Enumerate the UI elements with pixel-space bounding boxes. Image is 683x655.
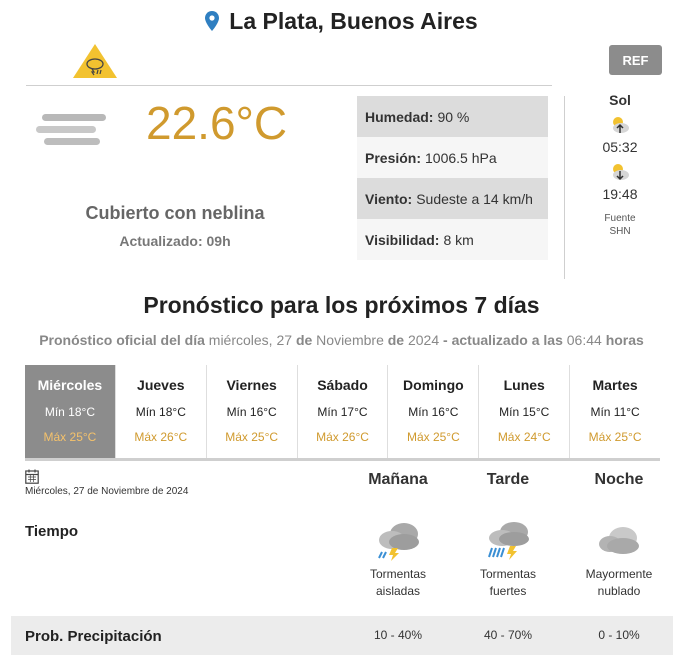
day-min: Mín 15°C <box>499 405 550 419</box>
sunset-icon <box>609 161 631 183</box>
weather-label-night <box>569 566 669 600</box>
weather-text: aisladas <box>375 584 421 598</box>
day-name: Domingo <box>403 377 464 393</box>
pressure-row <box>357 137 548 178</box>
wind-label: Viento: <box>365 190 413 207</box>
subtitle-part: 06:44 <box>562 332 606 348</box>
day-name: Sábado <box>317 377 368 393</box>
day-min: Mín 18°C <box>135 405 186 419</box>
weather-text: Tormentas <box>369 567 427 581</box>
day-max: Máx 25°C <box>43 430 97 444</box>
day-name: Viernes <box>226 377 277 393</box>
current-temperature: 22.6°C <box>146 97 288 149</box>
day-tabs <box>25 365 660 460</box>
day-min: Mín 17°C <box>317 405 368 419</box>
precipitation-label: Prob. Precipitación <box>25 628 162 645</box>
sunrise-icon <box>609 114 631 136</box>
day-min: Mín 18°C <box>44 405 95 419</box>
day-tab[interactable] <box>388 365 479 460</box>
visibility-row <box>357 219 548 260</box>
day-tab[interactable] <box>298 365 389 460</box>
visibility-value: 8 km <box>443 231 474 248</box>
humidity-row <box>357 96 548 137</box>
sun-source-line2: SHN <box>609 226 631 237</box>
precipitation-afternoon: 40 - 70% <box>483 628 533 642</box>
stats-panel <box>357 96 548 260</box>
subtitle-part: de <box>387 332 405 348</box>
day-tab[interactable] <box>25 365 116 460</box>
day-name: Lunes <box>503 377 545 393</box>
location-name: La Plata, Buenos Aires <box>229 7 478 34</box>
day-max: Máx 25°C <box>406 430 460 444</box>
days-underline <box>25 458 660 461</box>
wind-value: Sudeste a 14 km/h <box>416 190 533 207</box>
subtitle-part: Noviembre <box>312 332 388 348</box>
updated-time: Actualizado: 09h <box>119 233 231 249</box>
subtitle-part: Pronóstico oficial del día <box>39 332 205 348</box>
day-tab[interactable] <box>116 365 207 460</box>
subtitle-part: horas <box>605 332 644 348</box>
humidity-value: 90 % <box>437 108 470 125</box>
ref-button[interactable]: REF <box>609 45 662 75</box>
day-tab[interactable] <box>570 365 660 460</box>
detail-date: Miércoles, 27 de Noviembre de 2024 <box>25 486 189 497</box>
pressure-value: 1006.5 hPa <box>425 149 497 166</box>
sunrise-time: 05:32 <box>602 139 638 155</box>
sun-title: Sol <box>609 92 631 108</box>
vertical-divider <box>564 96 565 279</box>
pressure-label: Presión: <box>365 149 422 166</box>
subtitle-part: - actualizado a las <box>443 332 563 348</box>
weather-row-label: Tiempo <box>25 523 79 540</box>
sun-panel <box>592 92 648 238</box>
period-morning: Mañana <box>368 471 428 488</box>
weather-label-morning <box>348 566 448 600</box>
subtitle-part: 2024 <box>404 332 444 348</box>
day-name: Martes <box>592 377 638 393</box>
current-condition: Cubierto con neblina <box>85 203 265 223</box>
day-max: Máx 26°C <box>134 430 188 444</box>
day-max: Máx 25°C <box>225 430 279 444</box>
weather-text: fuertes <box>489 584 527 598</box>
humidity-label: Humedad: <box>365 108 434 125</box>
day-name: Jueves <box>137 377 185 393</box>
weather-label-afternoon <box>458 566 558 600</box>
location-header <box>0 6 683 36</box>
day-max: Máx 26°C <box>316 430 369 444</box>
weather-text: Mayormente <box>585 567 653 581</box>
forecast-subtitle <box>0 332 683 348</box>
period-afternoon: Tarde <box>486 471 530 488</box>
day-max: Máx 24°C <box>497 430 551 444</box>
day-min: Mín 16°C <box>408 405 459 419</box>
day-min: Mín 16°C <box>226 405 277 419</box>
sunset-time: 19:48 <box>602 186 638 202</box>
day-min: Mín 11°C <box>590 405 640 419</box>
day-name: Miércoles <box>37 377 103 393</box>
day-max: Máx 25°C <box>588 430 642 444</box>
day-tab[interactable] <box>479 365 570 460</box>
calendar-icon <box>25 469 39 484</box>
weather-text: nublado <box>597 584 641 598</box>
sun-source-line1: Fuente <box>604 213 636 224</box>
subtitle-part: miércoles, 27 <box>204 332 296 348</box>
wind-row <box>357 178 548 219</box>
storm-alert-icon[interactable] <box>72 43 118 79</box>
location-pin-icon <box>205 11 219 31</box>
cloudy-icon <box>595 520 643 562</box>
precipitation-row <box>11 616 673 655</box>
precipitation-night: 0 - 10% <box>598 628 640 642</box>
precipitation-morning: 10 - 40% <box>373 628 423 642</box>
fog-icon <box>34 112 110 148</box>
sun-source <box>592 212 648 238</box>
visibility-label: Visibilidad: <box>365 231 440 248</box>
heavy-storm-icon <box>484 520 532 562</box>
weather-text: Tormentas <box>479 567 537 581</box>
storm-icon <box>374 520 422 562</box>
divider <box>26 85 552 86</box>
subtitle-part: de <box>295 332 313 348</box>
day-tab[interactable] <box>207 365 298 460</box>
forecast-title: Pronóstico para los próximos 7 días <box>143 292 540 318</box>
period-night: Noche <box>594 471 644 488</box>
